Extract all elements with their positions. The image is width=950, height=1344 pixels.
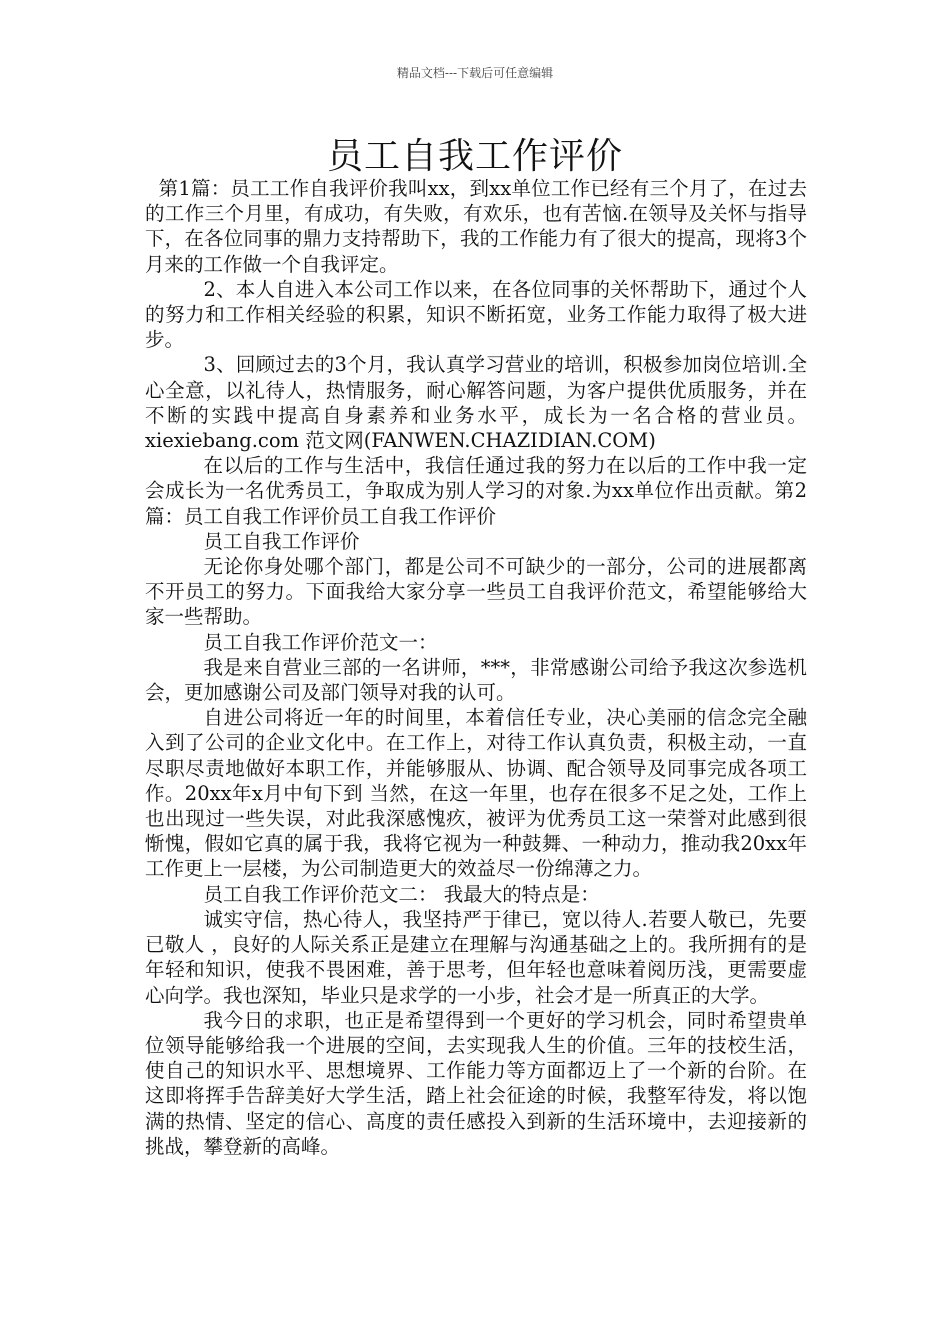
paragraph: 员工自我工作评价范文一： — [203, 630, 438, 654]
paragraph: 无论你身处哪个部门，都是公司不可缺少的一部分，公司的进展都离不开员工的努力。下面我给大家分享一些员工自我评价范文，希望能够给大家一些帮助。 — [145, 555, 807, 629]
page-header: 精品文档---下载后可任意编辑 — [396, 66, 554, 80]
paragraph: 员工自我工作评价范文二： 我最大的特点是： — [203, 882, 600, 906]
paragraph: 诚实守信，热心待人，我坚持严于律已，宽以待人.若要人敬已，先要已敬人 ，良好的人际关系正是建立在理解与沟通基础之上的。我所拥有的是年轻和知识，使我不畏困难，善于思考，但年轻也意味着阅历浅，更需要虚心向学。我也深知，毕业只是求学的一小步，社会才是一所真正的大学。 — [145, 907, 807, 1007]
paragraph: 3、回顾过去的3个月，我认真学习营业的培训，积极参加岗位培训.全心全意，以礼待人，热情服务，耐心解答问题，为客户提供优质服务，并在不断的实践中提高自身素养和业务水平，成长为一名合格的营业员。 xiexiebang.com 范文网(FANWEN.CHAZIDIAN.COM) — [145, 353, 807, 453]
paragraph: 在以后的工作与生活中，我信任通过我的努力在以后的工作中我一定会成长为一名优秀员工，争取成为别人学习的对象.为xx单位作出贡献。第2篇：员工自我工作评价员工自我工作评价 — [145, 454, 807, 528]
paragraph: 第1篇：员工工作自我评价我叫xx，到xx单位工作已经有三个月了，在过去的工作三个月里，有成功，有失败，有欢乐，也有苦恼.在领导及关怀与指导下，在各位同事的鼎力支持帮助下，我的工作能力有了很大的提高，现将3个月来的工作做一个自我评定。 — [145, 177, 807, 276]
paragraph: 我今日的求职，也正是希望得到一个更好的学习机会，同时希望贵单位领导能够给我一个进展的空间，去实现我人生的价值。三年的技校生活，使自己的知识水平、思想境界、工作能力等方面都迈上了一个新的台阶。在这即将挥手告辞美好大学生活，踏上社会征途的时候，我整军待发，将以饱满的热情、坚定的信心、高度的责任感投入到新的生活环境中，去迎接新的挑战，攀登新的高峰。 — [145, 1008, 807, 1158]
document-body — [145, 176, 807, 1159]
paragraph: 2、本人自进入本公司工作以来，在各位同事的关怀帮助下，通过个人的努力和工作相关经验的积累，知识不断拓宽，业务工作能力取得了极大进步。 — [145, 277, 807, 352]
paragraph: 我是来自营业三部的一名讲师，***，非常感谢公司给予我这次参选机会，更加感谢公司及部门领导对我的认可。 — [145, 655, 807, 705]
document-title: 员工自我工作评价 — [326, 136, 623, 177]
paragraph: 自进公司将近一年的时间里，本着信任专业，决心美丽的信念完全融入到了公司的企业文化中。在工作上，对待工作认真负责，积极主动，一直尽职尽责地做好本职工作，并能够服从、协调、配合领导及同事完成各项工作。20xx年x月中旬下到 当然，在这一年里，也存在很多不足之处，工作上也出现过一些失误，对此我深感愧疚，被评为优秀员工这一荣誉对此感到很惭愧，假如它真的属于我，我将它视为一种鼓舞、一种动力，推动我20xx年工作更上一层楼，为公司制造更大的效益尽一份绵薄之力。 — [145, 706, 807, 881]
paragraph: 员工自我工作评价 — [203, 529, 360, 553]
